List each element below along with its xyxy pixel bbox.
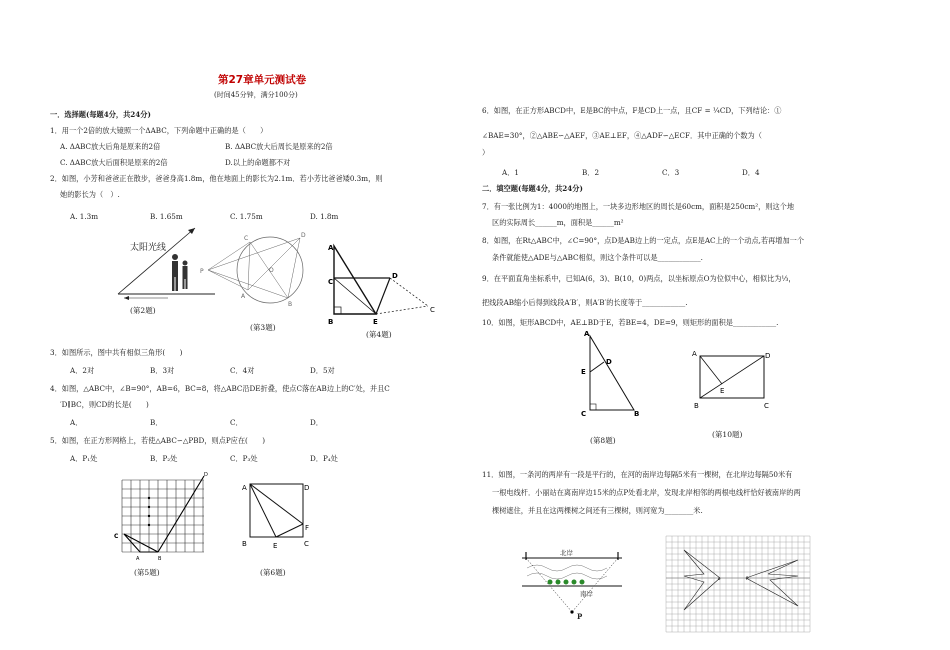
question-7-line2: 区的实际周长______m，面积是______m² (492, 218, 624, 227)
q5-option-d: D．P₄处 (310, 454, 338, 463)
svg-text:E: E (720, 387, 725, 395)
q3-option-b: B．3对 (150, 366, 175, 375)
figure-6-square (240, 478, 320, 558)
fig2-sunlight-label: 太阳光线 (130, 243, 167, 253)
svg-text:C′: C′ (328, 278, 335, 286)
q6-option-d: D．4 (742, 168, 760, 177)
svg-text:D: D (304, 484, 310, 492)
q5-option-a: A．P₁处 (70, 454, 98, 463)
q2-option-c: C. 1.75m (230, 212, 263, 221)
svg-text:C: C (304, 540, 309, 548)
figure-5-grid (114, 472, 210, 562)
page-subtitle: (时间45分钟，满分100分) (214, 91, 298, 99)
q4-option-a: A． (70, 418, 83, 427)
fig11-south-bank-label: 南岸 (580, 590, 593, 598)
question-3: 3．如图所示，图中共有相似三角形( ) (50, 348, 183, 357)
svg-text:D: D (392, 272, 398, 280)
figure-grid-similar-shapes (660, 530, 820, 640)
fig11-point-p-label: P (577, 612, 583, 621)
svg-text:A: A (241, 293, 246, 300)
fig6-caption: (第6题) (260, 568, 286, 577)
section-choice-heading: 一．选择题(每题4分，共24分) (50, 110, 151, 119)
fig10-caption: (第10题) (712, 430, 743, 439)
figure-4-fold (328, 242, 448, 332)
q1-option-c: C. ΔABC放大后面积是原来的2倍 (60, 158, 168, 167)
question-8-line1: 8．如图，在Rt△ABC中，∠C=90°，点D是AB边上的一定点，点E是AC上的一个动点,若再增加一个 (482, 236, 805, 245)
q3-option-d: D．5对 (310, 366, 335, 375)
fig5-caption: (第5题) (134, 568, 160, 577)
question-5: 5．如图，在正方形网格上，若使△ABC∽△PBD，则点P应在( ) (50, 436, 266, 445)
q4-option-c: C． (230, 418, 243, 427)
question-7-line1: 7．有一张比例为1：4000的地图上，一块多边形地区的周长是60cm，面积是250cm²，则这个地 (482, 202, 795, 211)
svg-text:D: D (301, 232, 306, 239)
svg-text:E: E (581, 368, 586, 376)
question-9-line1: 9．在平面直角坐标系中，已知A(6，3)、B(10，0)两点，以坐标原点O为位似中心，相似比为⅓， (482, 274, 796, 283)
q1-option-a: A. ΔABC放大后角是原来的2倍 (60, 142, 161, 151)
svg-text:E: E (273, 542, 278, 550)
q5-option-c: C．P₃处 (230, 454, 258, 463)
svg-text:C: C (581, 410, 587, 418)
q2-option-a: A. 1.3m (70, 212, 99, 221)
question-4-line2: ′D∥BC，则CD的长是( ) (60, 400, 149, 409)
q3-option-c: C．4对 (230, 366, 255, 375)
svg-text:F: F (305, 524, 310, 532)
svg-text:A: A (242, 484, 247, 492)
fig3-caption: (第3题) (250, 323, 276, 332)
q4-option-d: D． (310, 418, 323, 427)
q5-option-b: B．P₂处 (150, 454, 178, 463)
svg-text:B: B (288, 301, 293, 308)
fig11-north-bank-label: 北岸 (560, 549, 573, 557)
q4-option-b: B． (150, 418, 163, 427)
svg-text:C: C (114, 533, 119, 540)
question-4-line1: 4．如图，△ABC中，∠B=90°，AB=6，BC=8，将△ABC沿DE折叠，使点C落在AB边上的C′处，并且C (50, 384, 390, 393)
q2-option-b: B. 1.65m (150, 212, 183, 221)
svg-text:C: C (244, 235, 249, 242)
question-6-line3: ） (482, 148, 490, 157)
svg-text:A: A (136, 556, 140, 562)
figure-11-river (522, 548, 632, 618)
q6-option-a: A．1 (502, 168, 519, 177)
svg-text:D: D (765, 352, 771, 360)
question-11-line2: 一根电线杆．小丽站在离南岸边15米的点P处看北岸，发现北岸相邻的两根电线杆恰好被南岸的两 (492, 488, 801, 497)
question-6-line2: ∠BAE=30°，②△ABE∽△AEF，③AE⊥EF，④△ADF∽△ECF．其中正确的个数为（ (482, 131, 762, 140)
question-8-line2: 条件就能使△ADE与△ABC相似，则这个条件可以是____________. (492, 253, 703, 262)
q6-option-b: B．2 (582, 168, 600, 177)
svg-text:A: A (584, 330, 590, 338)
fig2-caption: (第2题) (130, 306, 156, 315)
question-6-line1: 6．如图，在正方形ABCD中，E是BC的中点，F是CD上一点，且CF = ¼CD，下列结论：① (482, 106, 782, 115)
svg-text:D: D (204, 472, 208, 478)
figure-3-circle (200, 228, 320, 318)
fig4-caption: (第4题) (366, 330, 392, 339)
figure-8-triangle (578, 332, 658, 432)
svg-text:o: o (718, 576, 721, 581)
svg-text:O: O (269, 267, 274, 274)
q3-option-a: A．2对 (70, 366, 95, 375)
q1-option-b: B. ΔABC放大后周长是原来的2倍 (225, 142, 333, 151)
svg-text:A: A (328, 244, 334, 252)
page-title: 第27章单元测试卷 (218, 74, 307, 86)
question-2-line1: 2．如图，小芳和爸爸正在散步，爸爸身高1.8m，他在地面上的影长为2.1m．若小芳比爸爸矮0.3m，则 (50, 174, 383, 183)
svg-text:B: B (328, 318, 334, 326)
svg-text:P: P (746, 576, 749, 581)
svg-text:B: B (158, 556, 162, 562)
question-11-line1: 11．如图，一条河的两岸有一段是平行的，在河的南岸边每隔5米有一棵树，在北岸边每隔50米有 (482, 470, 793, 479)
q2-option-d: D. 1.8m (310, 212, 339, 221)
section-fill-heading: 二．填空题(每题4分，共24分) (482, 184, 583, 193)
fig8-caption: (第8题) (590, 436, 616, 445)
question-10: 10．如图，矩形ABCD中，AE⊥BD于E，若BE=4，DE=9，则矩形的面积是____________. (482, 318, 779, 327)
svg-text:E: E (373, 318, 378, 326)
svg-text:B: B (634, 410, 640, 418)
svg-text:C: C (430, 306, 435, 314)
svg-text:P: P (200, 268, 204, 275)
svg-text:B: B (242, 540, 247, 548)
q1-option-d: D.以上的命题都不对 (225, 158, 291, 167)
figure-10-rectangle (686, 350, 796, 420)
question-9-line2: 把线段AB缩小后得到线段A′B′，则A′B′的长度等于____________. (482, 298, 688, 307)
svg-text:B: B (694, 402, 699, 410)
question-1: 1．用一个2倍的放大镜照一个ΔABC，下列命题中正确的是（ ） (50, 126, 268, 135)
question-11-line3: 棵树遮住，并且在这两棵树之间还有三棵树，则河宽为________米. (492, 506, 703, 515)
q6-option-c: C．3 (662, 168, 680, 177)
svg-text:A: A (692, 350, 697, 358)
question-2-line2: 她的影长为（ ）. (60, 190, 120, 199)
svg-text:D: D (606, 358, 612, 366)
svg-text:C: C (764, 402, 769, 410)
